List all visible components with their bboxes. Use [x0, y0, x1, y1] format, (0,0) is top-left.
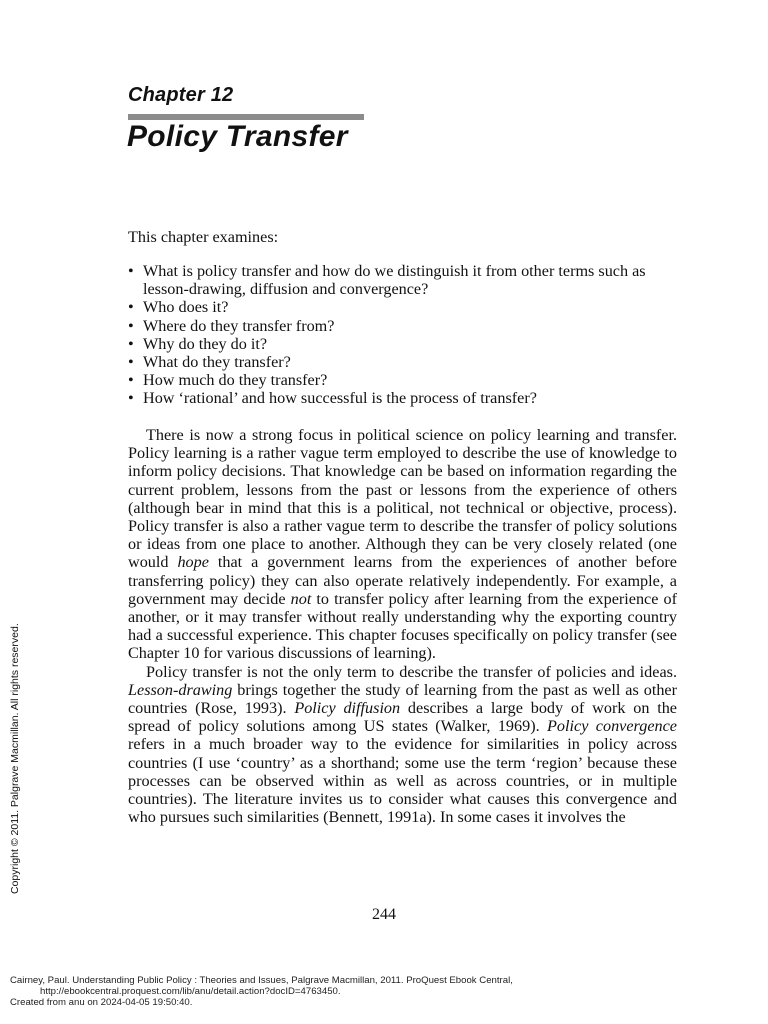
list-item: • How much do they transfer? — [128, 371, 328, 390]
footer-line-2: http://ebookcentral.proquest.com/lib/anu/detail.action?docID=4763450. — [40, 986, 341, 997]
list-item: • What do they transfer? — [128, 353, 291, 372]
chapter-title: Policy Transfer — [127, 120, 348, 153]
page-number: 244 — [372, 906, 396, 923]
footer-line-3: Created from anu on 2024-04-05 19:50:40. — [10, 997, 193, 1008]
citation-footer — [10, 975, 750, 1008]
bullet-icon: • — [128, 262, 134, 280]
bullet-icon: • — [128, 298, 134, 317]
bullet-icon: • — [128, 316, 134, 335]
list-item: • Where do they transfer from? — [128, 316, 335, 335]
list-item: • Who does it? — [128, 298, 229, 317]
intro-text: This chapter examines: — [128, 228, 279, 246]
bullet-list — [128, 262, 688, 408]
bullet-icon: • — [128, 353, 134, 372]
list-item: • What is policy transfer and how do we distinguish it from other terms such as lesson-drawing, diffusion and convergence? — [128, 262, 646, 299]
bullet-icon: • — [128, 371, 134, 390]
paragraph-1: There is now a strong focus in political science on policy learning and transfer. Policy learning is a rather vague term employed to describe the use of knowledge to inform policy decisions. That knowledge can be based on information regarding the current problem, lessons from the past or lessons from the experience of others (although bear in mind that this is a political, not technical or objective, process). Policy transfer is also a rather vague term to describe the transfer of policy solutions or ideas from one place to another. Although they can be very closely related (one would hope that a government learns from the experiences of another before transferring policy) they can also operate relatively independently. For example, a government may decide not to transfer policy after learning from the experience of another, or it may transfer without really understanding why the exporting country had a successful experience. This chapter focuses specifically on policy transfer (see Chapter 10 for various discussions of learning). — [128, 426, 677, 663]
bullet-icon: • — [128, 334, 134, 353]
paragraph-2: Policy transfer is not the only term to describe the transfer of policies and ideas. Lesson-drawing brings together the study of learning from the past as well as other countries (Rose, 1993). Policy diffusion describes a large body of work on the spread of policy solutions among US states (Walker, 1969). Policy convergence refers in a much broader way to the evidence for similarities in policy across countries (I use ‘country’ as a shorthand; some use the term ‘region’ because these processes can be observed within as well as across countries, or in multiple countries). The literature invites us to consider what causes this convergence and who pursues such similarities (Bennett, 1991a). In some cases it involves the — [128, 662, 677, 827]
bullet-icon: • — [128, 389, 134, 408]
side-copyright: Copyright © 2011. Palgrave Macmillan. All rights reserved. — [9, 623, 21, 894]
list-item: • How ‘rational’ and how successful is the process of transfer? — [128, 389, 537, 408]
footer-line-1: Cairney, Paul. Understanding Public Policy : Theories and Issues, Palgrave Macmillan, 2011. ProQuest Ebook Central, — [10, 975, 513, 986]
chapter-label: Chapter 12 — [128, 84, 234, 106]
body-paragraphs — [128, 426, 677, 826]
list-item: • Why do they do it? — [128, 334, 268, 353]
